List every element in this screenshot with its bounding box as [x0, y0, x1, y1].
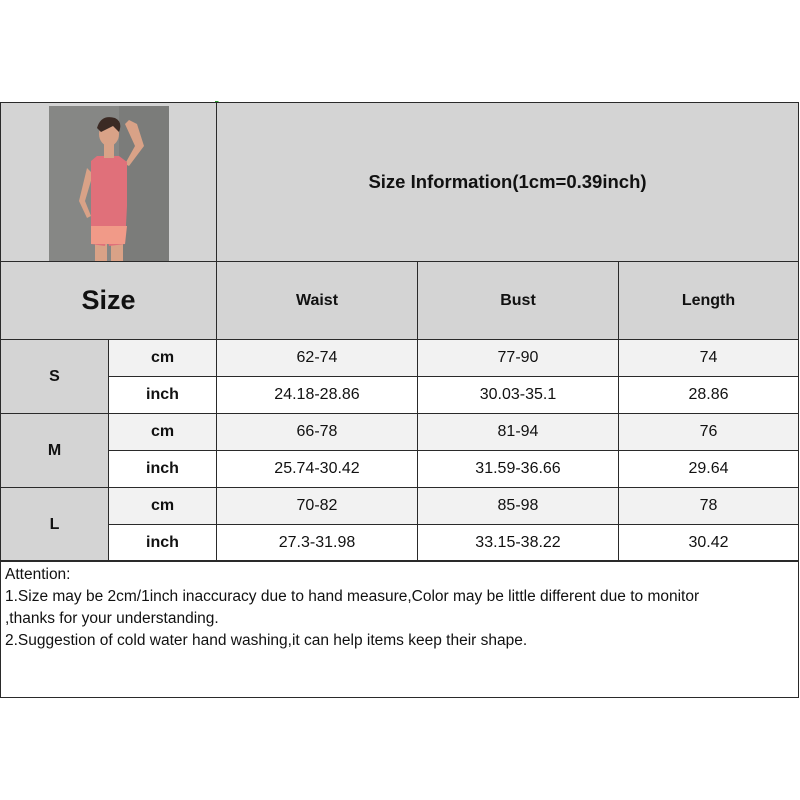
table-cell	[216, 450, 418, 488]
unit-label: inch	[146, 386, 179, 403]
waist-value: 70-82	[296, 497, 338, 514]
table-cell	[216, 524, 418, 562]
table-cell	[216, 487, 418, 525]
bust-value: 31.59-36.66	[475, 460, 561, 477]
table-cell	[417, 450, 619, 488]
bust-header	[417, 261, 619, 340]
size-label: Size	[81, 285, 136, 315]
length-value: 30.42	[688, 534, 729, 551]
model-photo-icon	[49, 106, 169, 261]
length-value: 29.64	[688, 460, 729, 477]
size-l-label: L	[49, 515, 60, 533]
bust-value: 81-94	[497, 423, 539, 440]
size-s-label: S	[49, 367, 60, 385]
size-l-cell	[0, 487, 109, 562]
table-cell	[417, 524, 619, 562]
table-cell	[618, 339, 799, 377]
product-photo	[49, 106, 169, 261]
size-header	[0, 261, 217, 340]
bust-value: 85-98	[497, 497, 539, 514]
title-cell	[216, 102, 799, 262]
size-m-cell	[0, 413, 109, 488]
bust-value: 77-90	[497, 349, 539, 366]
unit-label: cm	[150, 497, 175, 514]
length-header	[618, 261, 799, 340]
length-label: Length	[681, 291, 736, 309]
size-m-label: M	[47, 441, 62, 459]
table-cell	[216, 339, 418, 377]
table-cell	[417, 376, 619, 414]
chart-title: Size Information(1cm=0.39inch)	[368, 171, 647, 192]
waist-value: 62-74	[296, 349, 338, 366]
length-value: 76	[699, 423, 718, 440]
unit-cell	[108, 376, 217, 414]
attention-notes	[0, 560, 799, 698]
waist-label: Waist	[295, 291, 339, 309]
table-cell	[618, 450, 799, 488]
waist-value: 66-78	[296, 423, 338, 440]
unit-label: cm	[150, 349, 175, 366]
unit-cell	[108, 524, 217, 562]
notes-line: 1.Size may be 2cm/1inch inaccuracy due to hand measure,Color may be little different due to monitor	[5, 588, 700, 605]
table-cell	[618, 487, 799, 525]
waist-header	[216, 261, 418, 340]
unit-label: inch	[146, 460, 179, 477]
unit-cell	[108, 450, 217, 488]
waist-value: 27.3-31.98	[278, 534, 356, 551]
table-cell	[618, 524, 799, 562]
notes-heading: Attention:	[5, 566, 71, 583]
unit-cell	[108, 487, 217, 525]
table-cell	[618, 376, 799, 414]
unit-label: inch	[146, 534, 179, 551]
photo-cell	[0, 102, 217, 262]
size-s-cell	[0, 339, 109, 414]
table-cell	[216, 376, 418, 414]
unit-label: cm	[150, 423, 175, 440]
bust-value: 30.03-35.1	[479, 386, 557, 403]
waist-value: 24.18-28.86	[274, 386, 360, 403]
table-cell	[417, 413, 619, 451]
notes-line: ,thanks for your understanding.	[5, 610, 219, 627]
size-chart	[0, 102, 799, 698]
unit-cell	[108, 413, 217, 451]
table-cell	[417, 339, 619, 377]
length-value: 78	[699, 497, 718, 514]
table-cell	[618, 413, 799, 451]
table-cell	[417, 487, 619, 525]
bust-label: Bust	[500, 291, 536, 309]
length-value: 74	[699, 349, 718, 366]
length-value: 28.86	[688, 386, 729, 403]
waist-value: 25.74-30.42	[274, 460, 360, 477]
table-cell	[216, 413, 418, 451]
bust-value: 33.15-38.22	[475, 534, 561, 551]
unit-cell	[108, 339, 217, 377]
notes-line: 2.Suggestion of cold water hand washing,it can help items keep their shape.	[5, 632, 528, 649]
